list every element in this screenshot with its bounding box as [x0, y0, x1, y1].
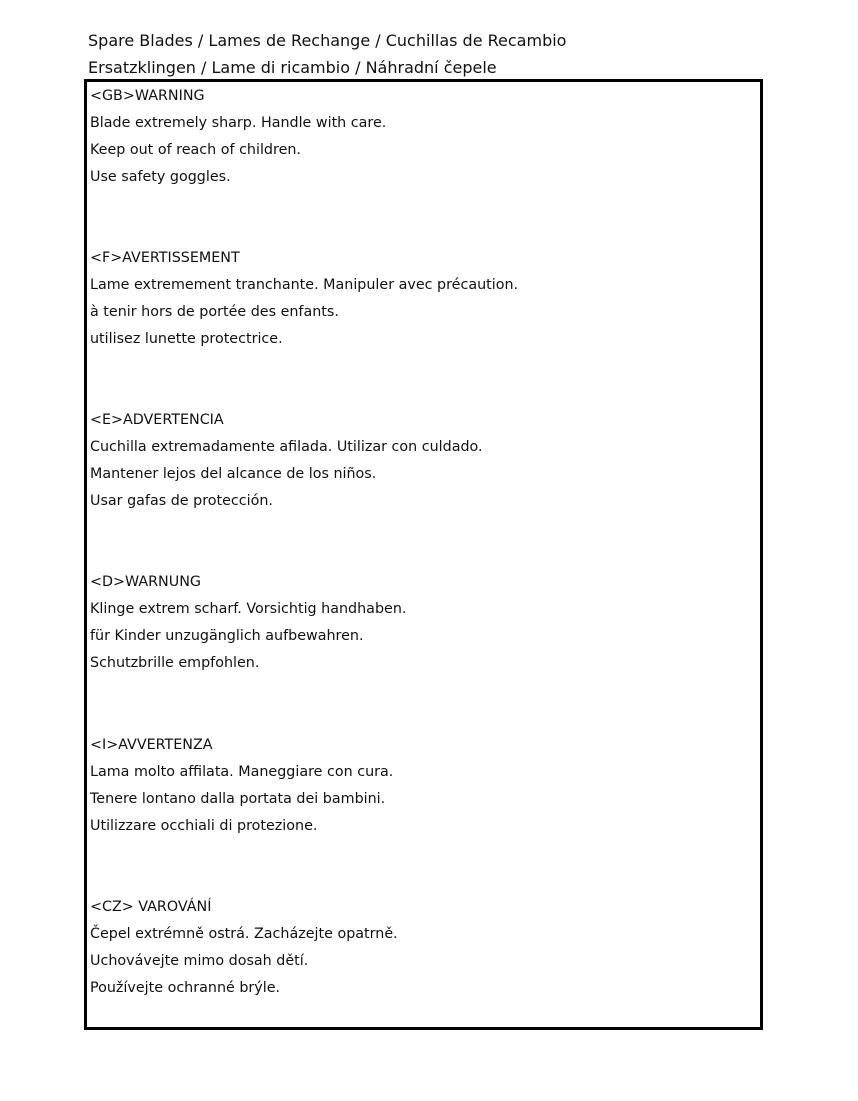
- warning-line: Usar gafas de protección.: [90, 493, 273, 510]
- warning-line: Tenere lontano dalla portata dei bambini.: [90, 791, 386, 808]
- warning-line: Lama molto affilata. Maneggiare con cura.: [90, 764, 394, 781]
- warning-line: Keep out of reach of children.: [90, 142, 301, 159]
- document-title-line-1: Spare Blades / Lames de Rechange / Cuchillas de Recambio: [88, 31, 567, 50]
- warning-line: Use safety goggles.: [90, 169, 231, 186]
- warning-line: Lame extremement tranchante. Manipuler avec précaution.: [90, 277, 519, 294]
- warning-line: Čepel extrémně ostrá. Zacházejte opatrně.: [90, 926, 398, 943]
- section-heading: <I>AVVERTENZA: [90, 737, 213, 753]
- warning-line: Mantener lejos del alcance de los niños.: [90, 466, 377, 483]
- section-heading: <F>AVERTISSEMENT: [90, 250, 240, 266]
- warning-line: Blade extremely sharp. Handle with care.: [90, 115, 387, 132]
- warning-section-cz: [90, 894, 750, 1002]
- warning-line: Schutzbrille empfohlen.: [90, 655, 260, 672]
- section-heading: <E>ADVERTENCIA: [90, 412, 224, 428]
- warning-line: utilisez lunette protectrice.: [90, 331, 283, 348]
- warning-line: für Kinder unzugänglich aufbewahren.: [90, 628, 364, 645]
- section-heading: <D>WARNUNG: [90, 574, 201, 590]
- warning-box: [84, 79, 763, 1030]
- warning-line: Cuchilla extremadamente afilada. Utilizar con culdado.: [90, 439, 483, 456]
- warning-line: Klinge extrem scharf. Vorsichtig handhaben.: [90, 601, 407, 618]
- warning-line: Uchovávejte mimo dosah dětí.: [90, 953, 309, 970]
- warning-section-gb: [90, 83, 750, 191]
- warning-line: Používejte ochranné brýle.: [90, 980, 281, 997]
- warning-section-f: [90, 245, 750, 353]
- warning-section-i: [90, 732, 750, 840]
- document-title-line-2: Ersatzklingen / Lame di ricambio / Náhradní čepele: [88, 58, 497, 77]
- section-heading: <CZ> VAROVÁNÍ: [90, 899, 212, 915]
- warning-line: Utilizzare occhiali di protezione.: [90, 818, 318, 835]
- warning-section-d: [90, 569, 750, 677]
- section-heading: <GB>WARNING: [90, 88, 205, 104]
- warning-section-e: [90, 407, 750, 515]
- warning-line: à tenir hors de portée des enfants.: [90, 304, 339, 321]
